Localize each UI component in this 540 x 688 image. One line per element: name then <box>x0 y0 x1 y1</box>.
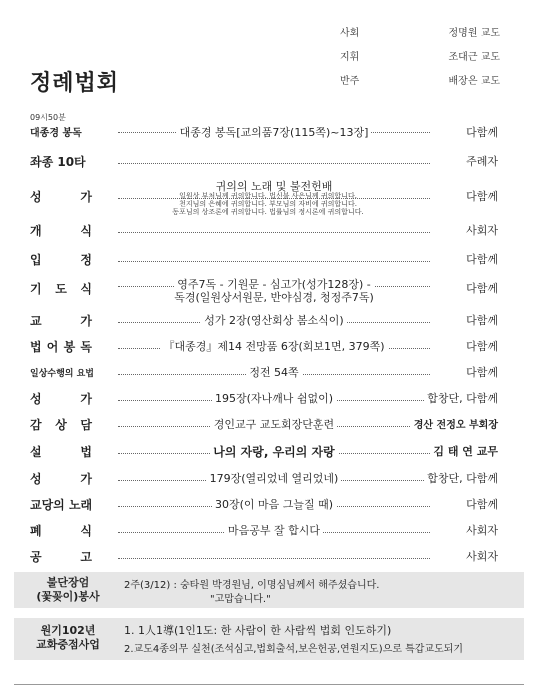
program-row-announcements <box>30 548 498 568</box>
program-label: 일상수행의 요법 <box>30 369 94 379</box>
dotted-leader <box>118 232 430 233</box>
program-label: 좌종 10타 <box>30 155 86 169</box>
notice-text-2: "고맙습니다." <box>210 594 271 605</box>
program-assignee: 다함께 <box>463 124 498 140</box>
notice-flower-offering <box>14 572 524 608</box>
program-assignee: 다함께 <box>463 280 498 296</box>
dotted-leader <box>118 261 430 262</box>
program-label: 폐 식 <box>30 524 92 538</box>
program-content: 성가 2장(영산회상 봄소식이) <box>201 314 346 327</box>
bottom-divider <box>14 684 524 685</box>
role-label: 반주 <box>340 76 360 87</box>
program-label: 설 법 <box>30 445 92 459</box>
program-row-scripture <box>30 113 498 140</box>
program-label: 법 어 봉 독 <box>30 340 92 354</box>
program-label: 공 고 <box>30 550 92 564</box>
program-row-hymn-3 <box>30 470 498 490</box>
program-row-temple-song <box>30 496 498 516</box>
program-assignee: 다함께 <box>463 188 498 204</box>
program-label: 성 가 <box>30 472 92 486</box>
program-label: 감 상 담 <box>30 418 92 432</box>
program-label: 교 가 <box>30 314 92 328</box>
program-assignee: 사회자 <box>463 522 498 538</box>
program-assignee: 다함께 <box>463 312 498 328</box>
notice-label: 원기102년 교화중점사업 <box>36 624 100 651</box>
program-row-testimony <box>30 416 498 436</box>
program-row-sermon <box>30 443 498 463</box>
program-assignee: 경산 전정오 부회장 <box>411 416 498 431</box>
dotted-leader <box>118 163 430 164</box>
program-content: 195장(자나깨나 쉼없이) <box>212 392 336 405</box>
role-name: 정명원 교도 <box>448 28 500 39</box>
program-row-hymn-1 <box>30 180 498 216</box>
program-time: 09시50분 <box>30 113 66 122</box>
program-row-opening <box>30 222 498 242</box>
program-assignee: 다함께 <box>463 364 498 380</box>
role-name: 조대근 교도 <box>448 52 500 63</box>
role-name: 배장은 교도 <box>448 76 500 87</box>
notice-item-1: 1. 1人1導(1인1도: 한 사람이 한 사람씩 법회 인도하기) <box>124 624 392 637</box>
program-content: 나의 자랑, 우리의 자랑 <box>210 445 337 459</box>
page-title: 정례법회 <box>30 70 120 96</box>
program-assignee: 다함께 <box>463 338 498 354</box>
program-label: 성 가 <box>30 190 92 204</box>
program-content: 마음공부 잘 합시다 <box>225 524 323 537</box>
program-row-hymn-2 <box>30 390 498 410</box>
program-label: 대종경 봉독 <box>30 128 82 139</box>
program-content: 귀의의 노래 및 불전헌배 <box>213 180 336 193</box>
program-row-bell <box>30 153 498 173</box>
program-label: 교당의 노래 <box>30 498 93 512</box>
program-assignee: 사회자 <box>463 222 498 238</box>
program-assignee: 다함께 <box>463 496 498 512</box>
notice-text: 2주(3/12) : 숭타원 박경원님, 이명심님께서 해주셨습니다. <box>124 580 380 591</box>
dotted-leader <box>118 558 430 559</box>
program-row-daily-practice <box>30 364 498 384</box>
notice-label: 불단장엄 (꽃꽂이)봉사 <box>36 576 100 603</box>
program-row-anthem <box>30 312 498 332</box>
program-label: 개 식 <box>30 224 92 238</box>
program-content: 『대종경』제14 전망품 6장(회보1면, 379쪽) <box>160 340 387 353</box>
role-label: 지휘 <box>340 52 360 63</box>
role-label: 사회 <box>340 28 360 39</box>
program-label: 입 정 <box>30 253 92 267</box>
program-row-dharma-reading <box>30 338 498 358</box>
program-assignee: 다함께 <box>463 251 498 267</box>
program-content: 경인교구 교도회장단훈련 <box>211 418 337 431</box>
notice-item-2: 2.교도4종의무 실천(조석심고,법회출석,보은헌공,연원지도)으로 특갑교도되기 <box>124 644 464 655</box>
program-assignee: 합창단, 다함께 <box>424 470 498 486</box>
program-label: 기 도 식 <box>30 282 92 296</box>
program-row-closing <box>30 522 498 542</box>
program-assignee: 사회자 <box>463 548 498 564</box>
program-assignee: 주례자 <box>463 153 498 169</box>
program-label: 성 가 <box>30 392 92 406</box>
program-content-line-2: 독경(일원상서원문, 반야심경, 청정주7독) <box>171 291 377 304</box>
program-content-sub: 일원상 부처님께 귀의합니다. 법신불 사은님께 귀의합니다. 천지님의 은혜에 귀의합니다. 부모님의 자비에 귀의합니다. 동포님의 상조론에 귀의합니다. 법률님의 정시론에 귀의합니다. <box>172 192 364 216</box>
program-row-meditation <box>30 251 498 271</box>
program-content: 영주7독 - 기원문 - 심고가(성가128장) - <box>174 278 373 291</box>
notice-key-project <box>14 618 524 660</box>
program-row-prayer <box>30 278 498 304</box>
program-assignee: 합창단, 다함께 <box>424 390 498 406</box>
program-content: 179장(열리었네 열리었네) <box>207 472 342 485</box>
program-content: 대종경 봉독[교의품7장(115쪽)~13장] <box>177 126 372 139</box>
program-content: 정전 54쪽 <box>246 366 301 379</box>
program-assignee: 김 태 연 교무 <box>430 443 498 459</box>
program-content: 30장(이 마음 그늘질 때) <box>212 498 336 511</box>
